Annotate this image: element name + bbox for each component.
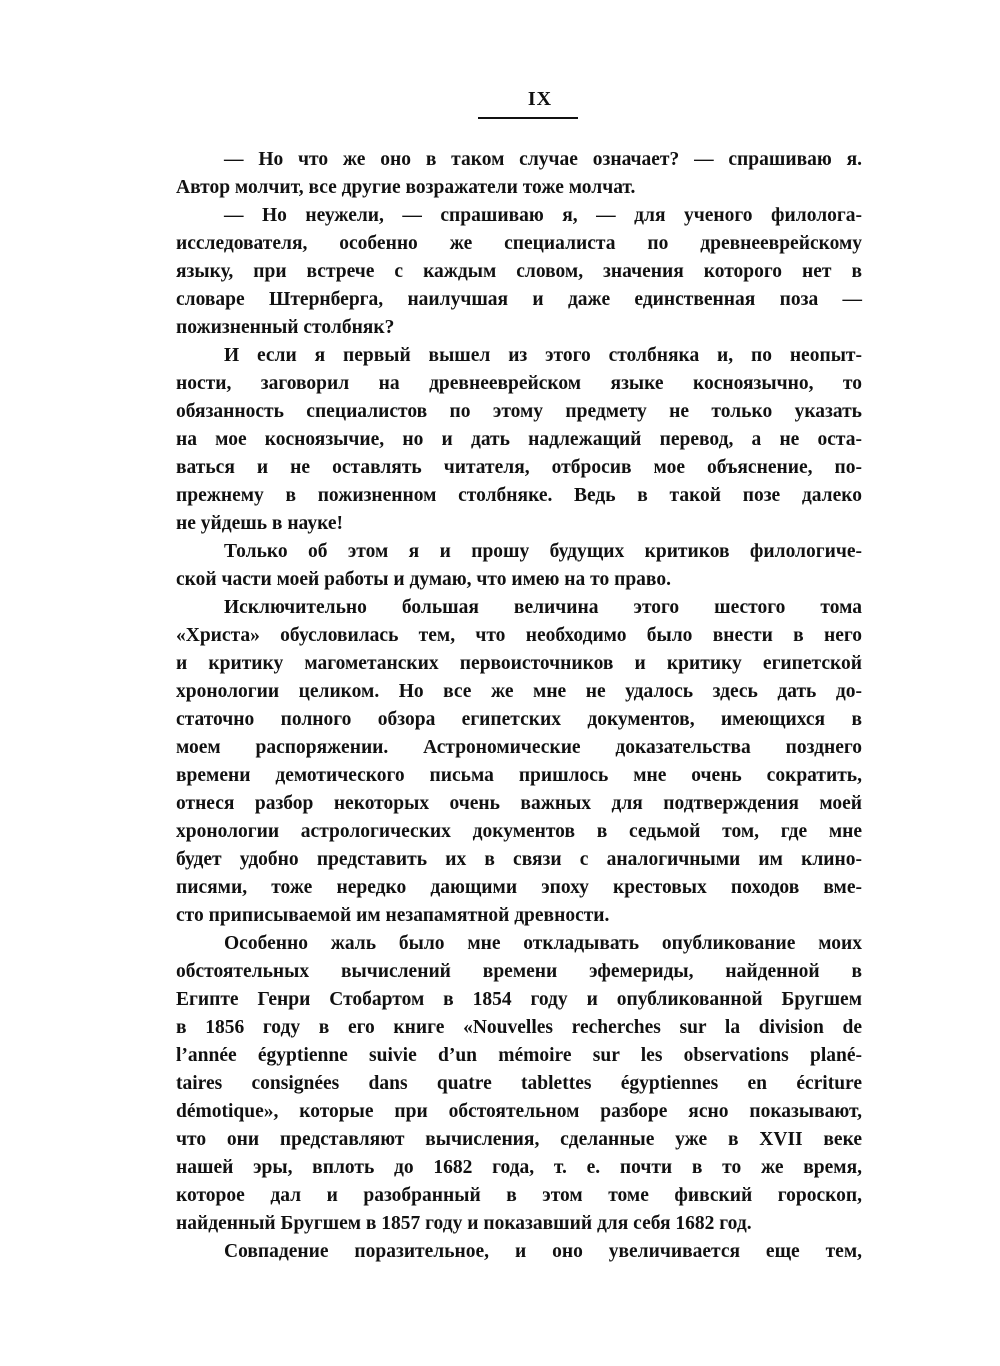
text-line: — Но что же оно в таком случае означает? — спрашиваю я.	[224, 149, 862, 170]
text-line: Совпадение поразительное, и оно увеличивается еще тем,	[224, 1241, 862, 1262]
text-line: исследователя, особенно же специалиста по древнееврейскому	[176, 233, 862, 254]
text-line: ности, заговорил на древнееврейском языке косноязычно, то	[176, 373, 862, 394]
text-line: Только об этом я и прошу будущих критиков филологиче-	[224, 541, 862, 562]
text-line: прежнему в пожизненном столбняке. Ведь в такой позе далеко	[176, 485, 862, 506]
text-line: сто приписываемой им незапамятной древности.	[176, 905, 610, 926]
text-line: на мое косноязычие, но и дать надлежащий перевод, а не оста-	[176, 429, 862, 450]
text-line: статочно полного обзора египетских документов, имеющихся в	[176, 709, 862, 730]
header-rule	[478, 117, 578, 119]
text-line: démotique», которые при обстоятельном разборе ясно показывают,	[176, 1101, 862, 1122]
text-line: И если я первый вышел из этого столбняка и, по неопыт-	[224, 345, 862, 366]
text-line: отнеся разбор некоторых очень важных для подтверждения моей	[176, 793, 862, 814]
text-line: обязанность специалистов по этому предмету не только указать	[176, 401, 862, 422]
text-line: моем распоряжении. Астрономические доказательства позднего	[176, 737, 862, 758]
text-line: времени демотического письма пришлось мне очень сократить,	[176, 765, 862, 786]
text-line: Особенно жаль было мне откладывать опубликование моих	[224, 933, 862, 954]
text-line: что они представляют вычисления, сделанные уже в XVII веке	[176, 1129, 862, 1150]
text-line: l’année égyptienne suivie d’un mémoire sur les observations plané-	[176, 1045, 862, 1066]
text-line: языку, при встрече с каждым словом, значения которого нет в	[176, 261, 862, 282]
text-line: хронологии астрологических документов в седьмой том, где мне	[176, 821, 862, 842]
text-line: писями, тоже нередко дающими эпоху крестовых походов вме-	[176, 877, 862, 898]
text-line: «Христа» обусловилась тем, что необходимо было внести в него	[176, 625, 862, 646]
text-line: ваться и не оставлять читателя, отбросив мое объяснение, по-	[176, 457, 862, 478]
text-line: пожизненный столбняк?	[176, 317, 395, 338]
text-line: ской части моей работы и думаю, что имею на то право.	[176, 569, 671, 590]
page-number: IX	[527, 88, 553, 110]
text-line: найденный Бругшем в 1857 году и показавший для себя 1682 год.	[176, 1213, 752, 1234]
text-line: taires consignées dans quatre tablettes égyptiennes en écriture	[176, 1073, 862, 1094]
text-line: нашей эры, вплоть до 1682 года, т. е. почти в то же время,	[176, 1157, 862, 1178]
text-line: обстоятельных вычислений времени эфемериды, найденной в	[176, 961, 862, 982]
text-line: будет удобно представить их в связи с аналогичными им клино-	[176, 849, 862, 870]
text-line: в 1856 году в его книге «Nouvelles recherches sur la division de	[176, 1017, 862, 1038]
text-line: Автор молчит, все другие возражатели тоже молчат.	[176, 177, 636, 198]
text-line: словаре Штернберга, наилучшая и даже единственная поза —	[176, 289, 862, 310]
text-line: которое дал и разобранный в этом томе фивский гороскоп,	[176, 1185, 862, 1206]
text-line: Египте Генри Стобартом в 1854 году и опубликованной Бругшем	[176, 989, 862, 1010]
text-line: хронологии целиком. Но все же мне не удалось здесь дать до-	[176, 681, 862, 702]
text-line: Исключительно большая величина этого шестого тома	[224, 597, 862, 618]
body-text	[176, 146, 862, 1266]
text-line: и критику магометанских первоисточников и критику египетской	[176, 653, 862, 674]
text-line: — Но неужели, — спрашиваю я, — для ученого филолога-	[224, 205, 862, 226]
text-line: не уйдешь в науке!	[176, 513, 343, 534]
